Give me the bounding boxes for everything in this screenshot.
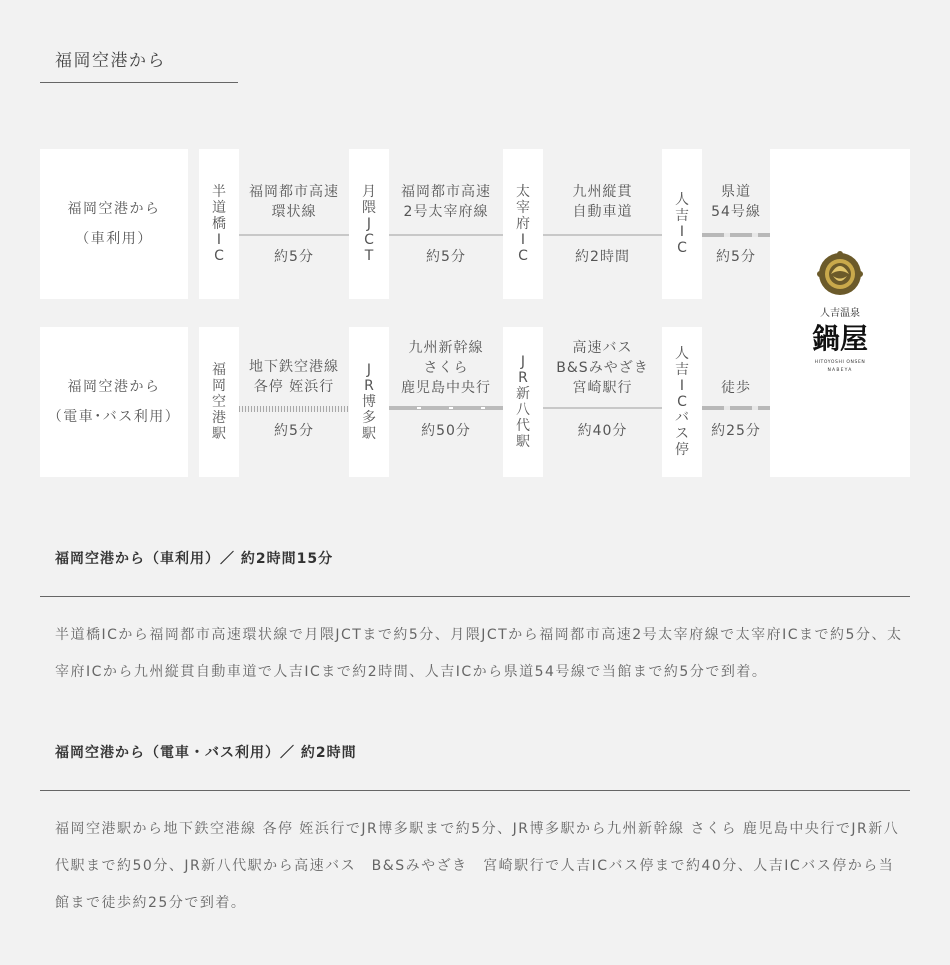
logo-roman-line1: HITOYOSHI ONSEN: [814, 360, 866, 365]
route-line: [239, 234, 349, 236]
logo-small-text: 人吉温泉: [820, 308, 860, 319]
route-line: [239, 406, 349, 412]
segment-walk: 徒歩 約25分: [702, 327, 770, 477]
node-hitoyoshi-ic: 人 吉 I C: [662, 149, 702, 299]
train-origin-box: [40, 327, 188, 477]
node-jr-shinyatsushiro-station: J R 新 八 代 駅: [503, 327, 543, 477]
section-divider: [40, 790, 910, 791]
logo-main-text: 鍋屋: [811, 322, 869, 355]
car-origin-mode: （車利用）: [75, 231, 153, 247]
node-hitoyoshi-ic-bus-stop: 人 吉 I C バ ス 停: [662, 327, 702, 477]
train-route-description: 福岡空港駅から地下鉄空港線 各停 姪浜行でJR博多駅まで約5分、JR博多駅から九州新幹線 さくら 鹿児島中央行でJR新八代駅まで約50分、JR新八代駅から高速バス B&Sみやざき 宮崎駅行で人吉ICバス停まで約40分、人吉ICバス停から当館まで徒歩約25分で到着。: [55, 821, 900, 911]
route-line: [543, 234, 662, 236]
segment-prefectural-road-54: 県道 54号線 約5分: [702, 149, 770, 299]
route-line: [702, 406, 770, 410]
segment-subway-airport-line: 地下鉄空港線 各停 姪浜行 約5分: [239, 327, 349, 477]
segment-dazaifu-line: 福岡都市高速 2号太宰府線 約5分: [389, 149, 503, 299]
car-route-heading: 福岡空港から（車利用）／ 約2時間15分: [55, 551, 334, 567]
segment-kyushu-expressway: 九州縦貫 自動車道 約2時間: [543, 149, 662, 299]
segment-highway-bus: 高速バス B&Sみやざき 宮崎駅行 約40分: [543, 327, 662, 477]
train-origin-label: 福岡空港から: [67, 379, 161, 395]
node-handoubashi-ic: 半 道 橋 I C: [199, 149, 239, 299]
segment-kyushu-shinkansen: 九州新幹線 さくら 鹿児島中央行 約50分: [389, 327, 503, 477]
route-line: [543, 407, 662, 409]
train-route-heading: 福岡空港から（電車・バス利用）／ 約2時間: [55, 745, 357, 761]
car-route-description: 半道橋ICから福岡都市高速環状線で月隈JCTまで約5分、月隈JCTから福岡都市高速2号太宰府線で太宰府ICまで約5分、太宰府ICから九州縦貫自動車道で人吉ICまで約2時間、人吉ICから県道54号線で当館まで約5分で到着。: [55, 627, 903, 680]
destination-logo-box: [770, 149, 910, 477]
route-line: [702, 233, 770, 237]
car-origin-box: [40, 149, 188, 299]
route-line: [389, 234, 503, 236]
node-jr-hakata-station: J R 博 多 駅: [349, 327, 389, 477]
section-divider: [40, 596, 910, 597]
route-line: [389, 406, 503, 410]
car-origin-label: 福岡空港から: [67, 201, 161, 217]
title-underline: [40, 82, 238, 83]
train-origin-mode: （電車･バス利用）: [47, 409, 181, 425]
segment-fukuoka-expressway-loop: 福岡都市高速 環状線 約5分: [239, 149, 349, 299]
page-title: 福岡空港から: [55, 51, 166, 71]
logo-roman-line2: NABEYA: [827, 368, 853, 373]
nabeya-logo-icon: [795, 248, 885, 378]
node-dazaifu-ic: 太 宰 府 I C: [503, 149, 543, 299]
node-fukuoka-airport-station: 福 岡 空 港 駅: [199, 327, 239, 477]
node-tsukiguma-jct: 月 隈 J C T: [349, 149, 389, 299]
